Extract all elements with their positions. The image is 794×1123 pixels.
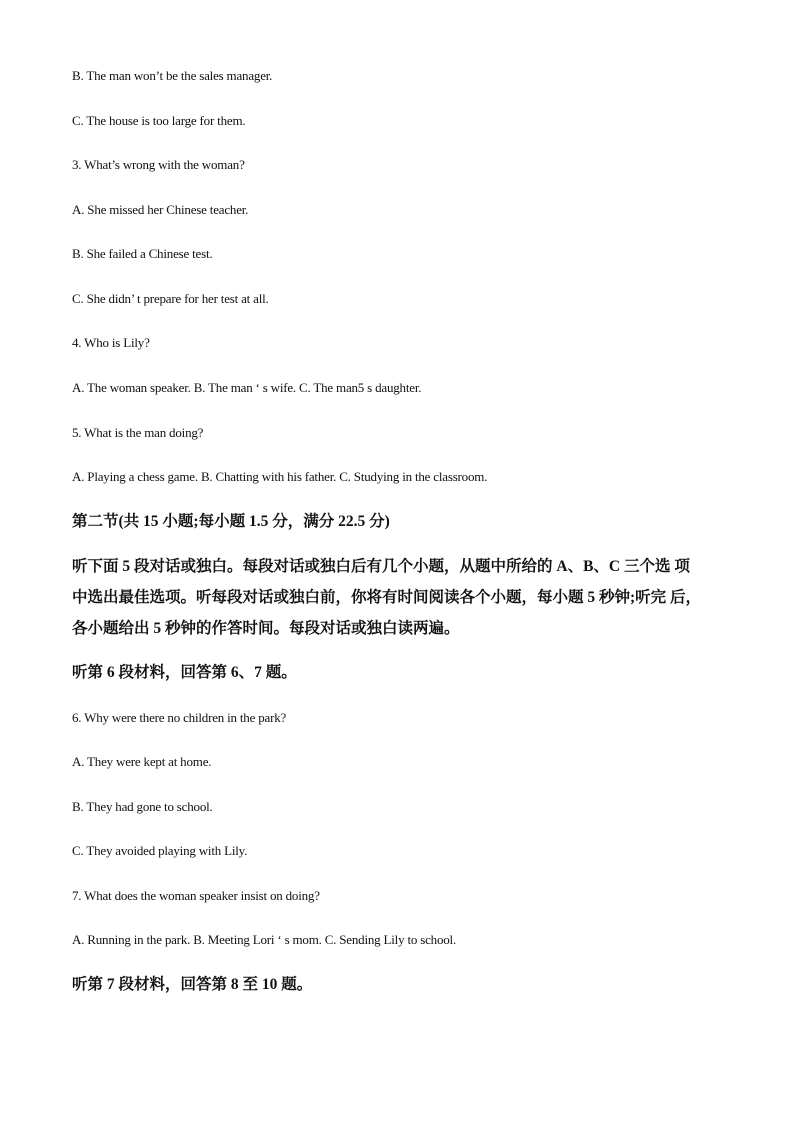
section2-heading: 第二节(共 15 小题;每小题 1.5 分，满分 22.5 分) [72, 513, 390, 530]
instruction-line: 中选出最佳选项。听每段对话或独白前，你将有时间阅读各个小题，每小题 5 秒钟;听完 后， [72, 589, 702, 606]
q4-question: 4. Who is Lily? [72, 335, 150, 350]
q6-option-a: A. They were kept at home. [72, 754, 212, 769]
q7-question: 7. What does the woman speaker insist on doing? [72, 888, 320, 903]
q5-question: 5. What is the man doing? [72, 425, 204, 440]
material7-heading: 听第 7 段材料，回答第 8 至 10 题。 [72, 976, 313, 993]
q7-options: A. Running in the park. B. Meeting Lori ‘ s mom. C. Sending Lily to school. [72, 932, 457, 947]
q4-options: A. The woman speaker. B. The man ‘ s wife. C. The man5 s daughter. [72, 380, 422, 395]
q3-option-c: C. She didn’ t prepare for her test at all. [72, 291, 269, 306]
instruction-line: 各小题给出 5 秒钟的作答时间。每段对话或独白读两遍。 [72, 620, 460, 637]
q6-option-b: B. They had gone to school. [72, 799, 213, 814]
q3-option-a: A. She missed her Chinese teacher. [72, 202, 249, 217]
q6-option-c: C. They avoided playing with Lily. [72, 843, 248, 858]
section2-instructions [72, 551, 732, 644]
q5-options: A. Playing a chess game. B. Chatting with his father. C. Studying in the classroom. [72, 469, 488, 484]
q3-question: 3. What’s wrong with the woman? [72, 157, 245, 172]
q6-question: 6. Why were there no children in the park? [72, 710, 287, 725]
q3-option-b: B. She failed a Chinese test. [72, 246, 213, 261]
q2-option-c: C. The house is too large for them. [72, 113, 246, 128]
material6-heading: 听第 6 段材料，回答第 6、7 题。 [72, 664, 297, 681]
instruction-line: 听下面 5 段对话或独白。每段对话或独白后有几个小题，从题中所给的 A、B、C 三个选 项 [72, 558, 690, 575]
q2-option-b: B. The man won’t be the sales manager. [72, 68, 273, 83]
